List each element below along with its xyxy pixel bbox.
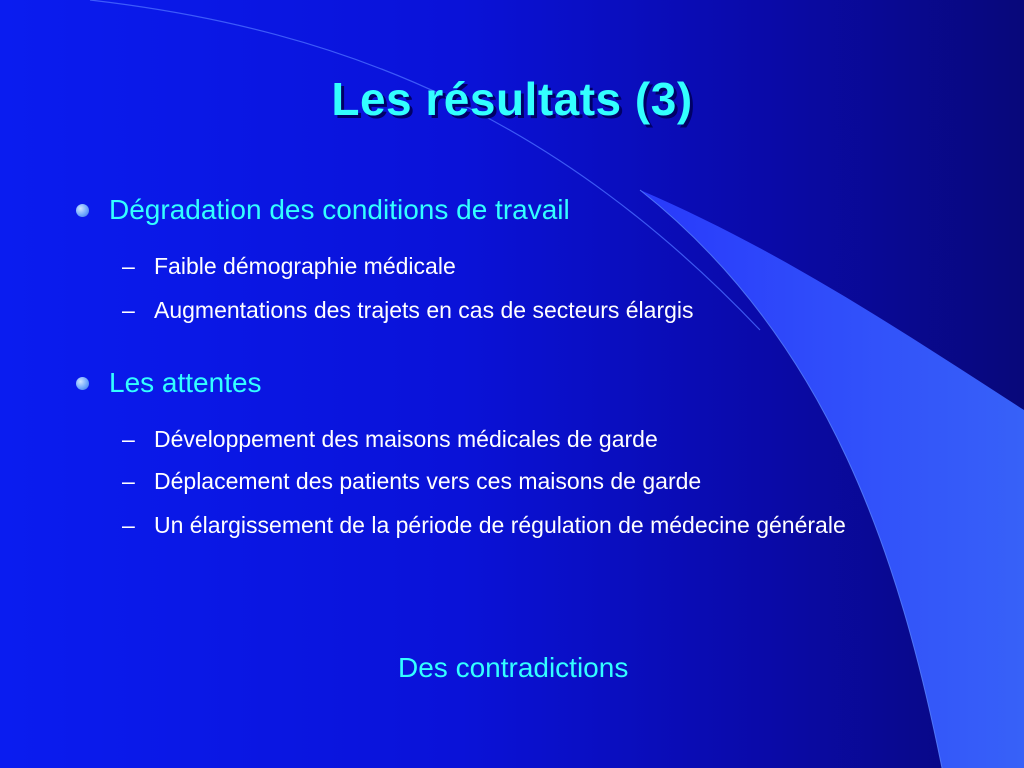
slide-title: Les résultats (3) bbox=[331, 73, 693, 125]
bullet-section-1 bbox=[76, 194, 570, 226]
bullet-section-2 bbox=[76, 367, 262, 399]
dash-marker: – bbox=[122, 297, 135, 323]
list-item-text: Augmentations des trajets en cas de secteurs élargis bbox=[154, 297, 694, 323]
footer-conclusion: Des contradictions bbox=[398, 652, 629, 683]
list-item-text: Un élargissement de la période de régulation de médecine générale bbox=[154, 512, 846, 538]
dash-marker: – bbox=[122, 426, 135, 452]
list-item bbox=[122, 511, 914, 539]
list-item bbox=[122, 425, 914, 453]
section-heading: Les attentes bbox=[109, 367, 262, 398]
bullet-dot-icon bbox=[76, 377, 89, 390]
dash-marker: – bbox=[122, 512, 135, 538]
section-heading: Dégradation des conditions de travail bbox=[109, 194, 570, 225]
bullet-dot-icon bbox=[76, 204, 89, 217]
list-item bbox=[122, 467, 914, 495]
list-item bbox=[122, 296, 914, 324]
dash-marker: – bbox=[122, 253, 135, 279]
list-item-text: Développement des maisons médicales de garde bbox=[154, 426, 658, 452]
dash-marker: – bbox=[122, 468, 135, 494]
list-item-text: Faible démographie médicale bbox=[154, 253, 456, 279]
list-item bbox=[122, 252, 914, 280]
list-item-text: Déplacement des patients vers ces maisons de garde bbox=[154, 468, 702, 494]
